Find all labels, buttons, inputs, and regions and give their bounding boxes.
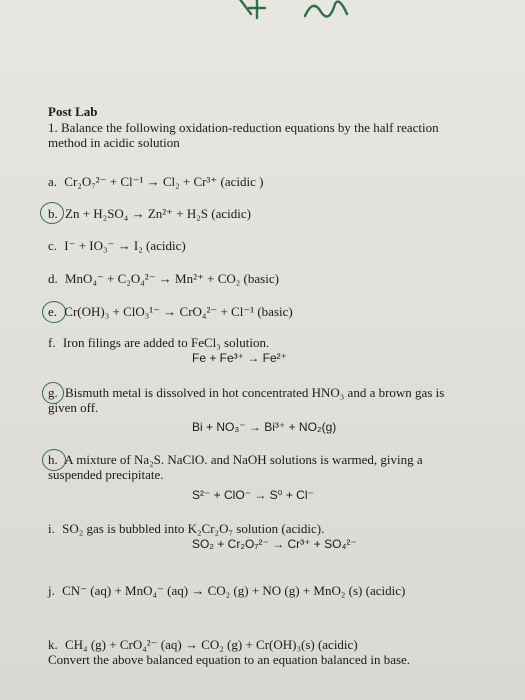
problem-c [48,238,186,253]
problem-k [48,637,358,652]
problem-h-text-2: suspended precipitate. [48,467,164,482]
problem-f-equation: Fe + Fe³⁺ → Fe²⁺ [192,351,288,365]
problem-g-label: g. [48,385,58,400]
problem-j-label: j. [48,583,55,598]
problem-h [48,452,423,467]
problem-b-label: b. [48,206,58,221]
problem-i-equation: SO₂ + Cr₂O₇²⁻ → Cr³⁺ + SO₄²⁻ [192,537,357,551]
problem-f [48,335,269,350]
problem-d-label: d. [48,271,58,286]
problem-h-equation: S²⁻ + ClO⁻ → S⁰ + Cl⁻ [192,488,314,502]
problem-i-text: SO₂ gas is bubbled into K₂Cr₂O₇ solution (acidic). [62,521,325,536]
problem-i-label: i. [48,521,55,536]
problem-a-equation: Cr₂O₇²⁻ + Cl⁻¹ → Cl₂ + Cr³⁺ (acidic ) [64,174,264,189]
instruction-line-1: 1. Balance the following oxidation-reduction equations by the half reaction [48,120,439,135]
problem-k-equation: CH₄ (g) + CrO₄²⁻ (aq) → CO₂ (g) + Cr(OH)₃(s) (acidic) [65,637,358,652]
problem-f-text: Iron filings are added to FeCl₃ solution. [62,335,270,350]
problem-h-label: h. [48,452,58,467]
problem-h-text-1: A mixture of Na₂S. NaClO. and NaOH solutions is warmed, giving a [64,452,423,467]
problem-e [48,304,293,319]
problem-f-label: f. [48,335,56,350]
handwritten-marks [235,0,365,26]
problem-c-equation: I⁻ + IO₃⁻ → I₂ (acidic) [64,238,186,253]
problem-i [48,521,324,536]
problem-g-equation: Bi + NO₃⁻ → Bi³⁺ + NO₂(g) [192,420,337,434]
problem-k-note: Convert the above balanced equation to an equation balanced in base. [48,652,411,667]
problem-j-equation: CN⁻ (aq) + MnO₄⁻ (aq) → CO₂ (g) + NO (g) + MnO₂ (s) (acidic) [62,583,406,598]
problem-e-label: e. [48,304,58,319]
page-title: Post Lab [48,104,98,119]
problem-g [48,385,444,400]
problem-d [48,271,279,286]
problem-d-equation: MnO₄⁻ + C₂O₄²⁻ → Mn²⁺ + CO₂ (basic) [65,271,279,286]
problem-b [48,206,251,221]
instruction-line-2: method in acidic solution [48,135,180,150]
problem-k-label: k. [48,637,58,652]
problem-b-equation: Zn + H₂SO₄ → Zn²⁺ + H₂S (acidic) [65,206,251,221]
problem-c-label: c. [48,238,58,253]
problem-a-label: a. [48,174,58,189]
problem-e-equation: Cr(OH)₃ + ClO₃¹⁻ → CrO₄²⁻ + Cl⁻¹ (basic) [64,304,293,319]
problem-a [48,174,263,189]
problem-j [48,583,405,598]
problem-g-text-1: Bismuth metal is dissolved in hot concentrated HNO₃ and a brown gas is [65,385,445,400]
problem-g-text-2: given off. [48,400,99,415]
